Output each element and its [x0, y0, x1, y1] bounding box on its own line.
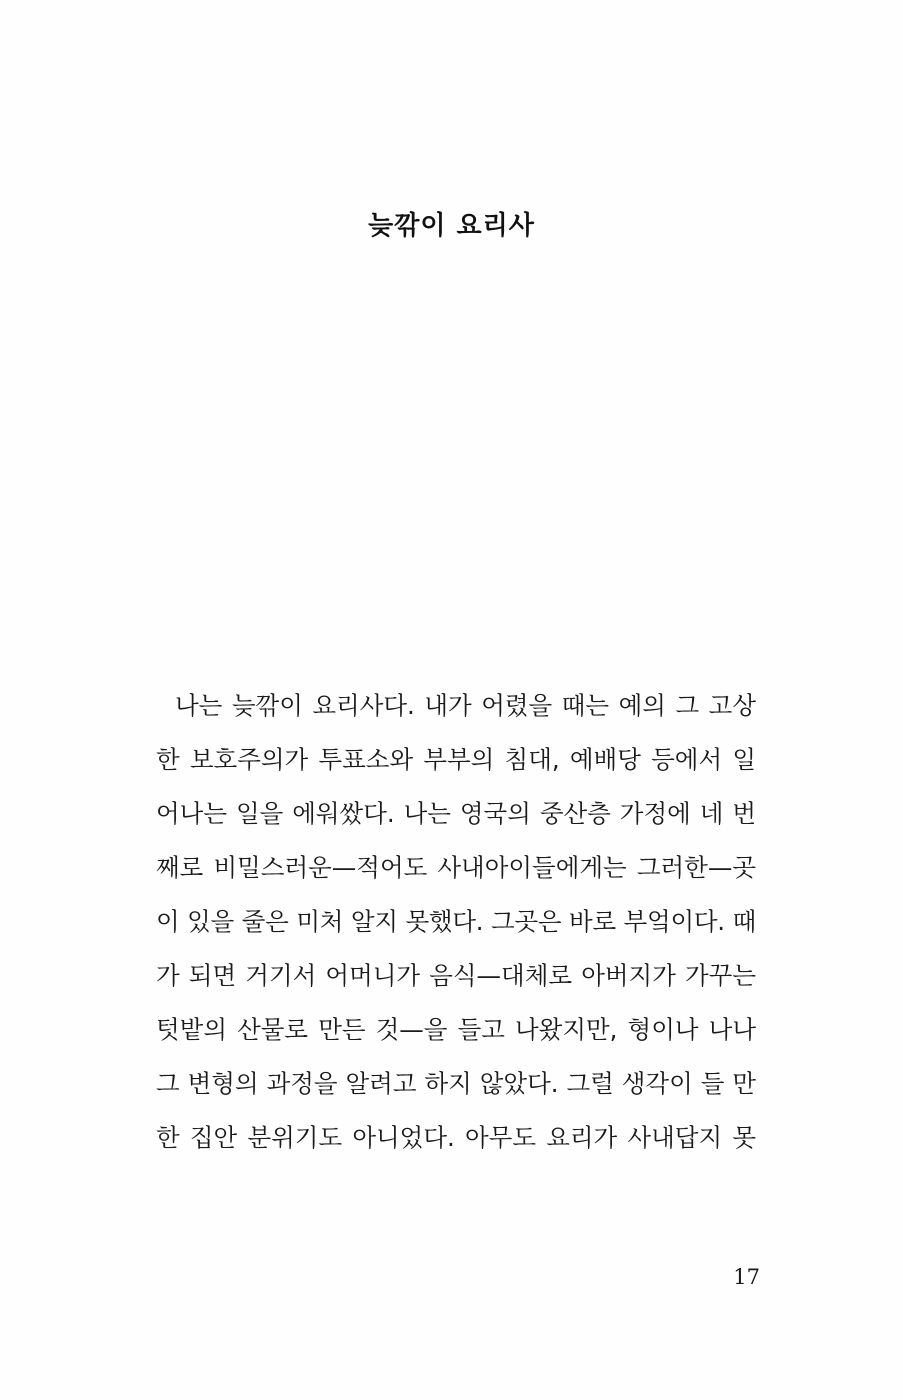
text-line: 째로 비밀스러운—적어도 사내아이들에게는 그러한—곳: [156, 853, 756, 882]
page-number: 17: [733, 1265, 760, 1289]
text-line: 텃밭의 산물로 만든 것—을 들고 나왔지만, 형이나 나나: [156, 1015, 756, 1044]
text-line: 나는 늦깎이 요리사다. 내가 어렸을 때는 예의 그 고상: [175, 691, 756, 720]
chapter-title: 늦깎이 요리사: [368, 211, 535, 241]
text-line: 한 보호주의가 투표소와 부부의 침대, 예배당 등에서 일: [156, 745, 756, 774]
body-paragraph: [156, 682, 756, 1168]
text-line: 그 변형의 과정을 알려고 하지 않았다. 그럴 생각이 들 만: [156, 1069, 756, 1098]
text-line: 어나는 일을 에워쌌다. 나는 영국의 중산층 가정에 네 번: [156, 799, 756, 828]
text-line: 가 되면 거기서 어머니가 음식—대체로 아버지가 가꾸는: [156, 961, 756, 990]
text-line: 이 있을 줄은 미처 알지 못했다. 그곳은 바로 부엌이다. 때: [156, 907, 756, 936]
text-line: 한 집안 분위기도 아니었다. 아무도 요리가 사내답지 못: [156, 1123, 756, 1152]
